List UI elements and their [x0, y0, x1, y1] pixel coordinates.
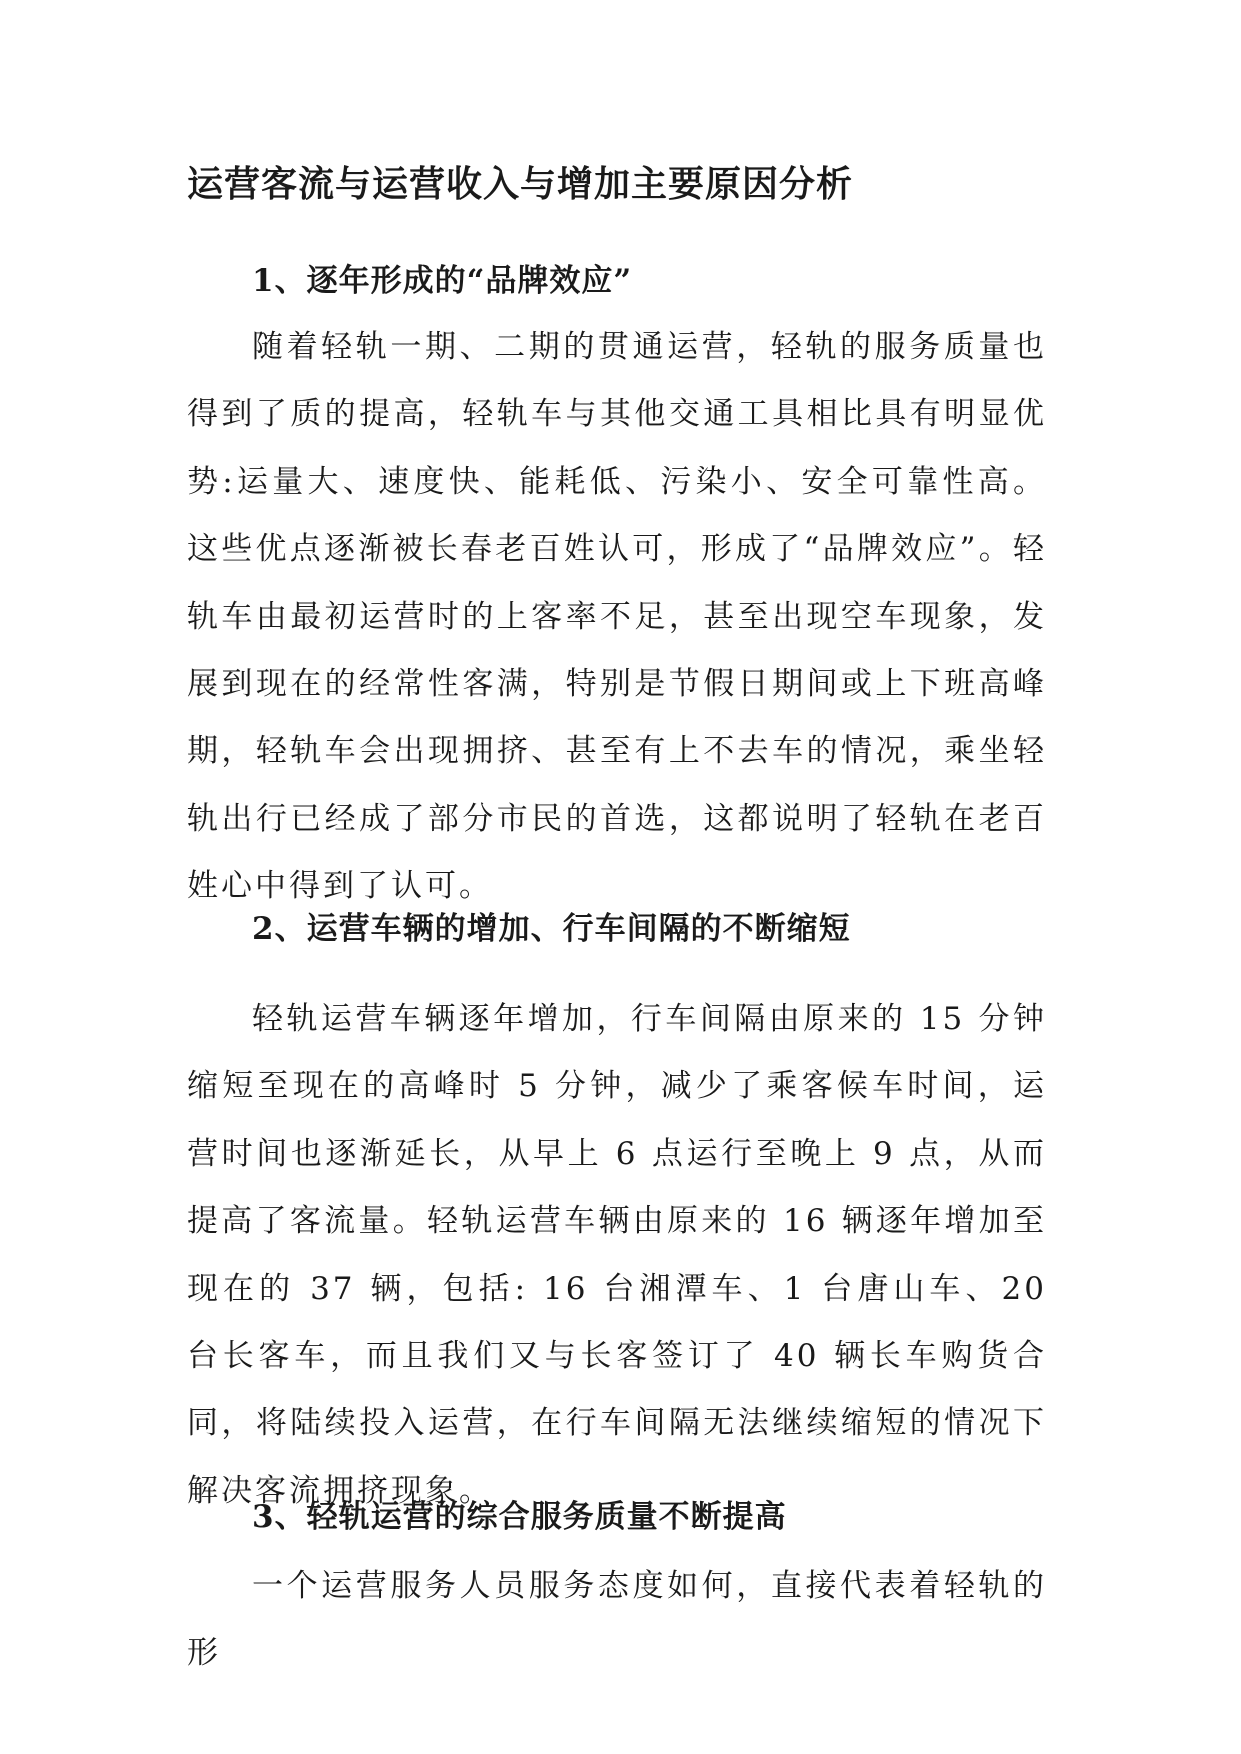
section-paragraph-1: 随着轻轨一期、二期的贯通运营，轻轨的服务质量也得到了质的提高，轻轨车与其他交通工具相比具有明显优势:运量大、速度快、能耗低、污染小、安全可靠性高。这些优点逐渐被长春老百姓认可，形成了“品牌效应”。轻轨车由最初运营时的上客率不足，甚至出现空车现象，发展到现在的经常性客满，特别是节假日期间或上下班高峰期，轻轨车会出现拥挤、甚至有上不去车的情况，乘坐轻轨出行已经成了部分市民的首选，这都说明了轻轨在老百姓心中得到了认可。	[187, 329, 1047, 905]
document-title: 运营客流与运营收入与增加主要原因分析	[187, 163, 854, 205]
section-heading-3: 3、轻轨运营的综合服务质量不断提高	[252, 1499, 787, 1535]
section-paragraph-2: 轻轨运营车辆逐年增加，行车间隔由原来的 15 分钟缩短至现在的高峰时 5 分钟，减少了乘客候车时间，运营时间也逐渐延长，从早上 6 点运行至晚上 9 点，从而提高了客流量。轻轨运营车辆由原来的 16 辆逐年增加至现在的 37 辆，包括: 16 台湘潭车、1 台唐山车、20 台长客车，而且我们又与长客签订了 40 辆长车购货合同，将陆续投入运营，在行车间隔无法继续缩短的情况下解决客流拥挤现象。	[187, 1001, 1047, 1509]
section-heading-1: 1、逐年形成的“品牌效应”	[252, 263, 633, 299]
section-paragraph-3: 一个运营服务人员服务态度如何，直接代表着轻轨的形	[187, 1568, 1047, 1672]
section-heading-2: 2、运营车辆的增加、行车间隔的不断缩短	[252, 911, 851, 947]
